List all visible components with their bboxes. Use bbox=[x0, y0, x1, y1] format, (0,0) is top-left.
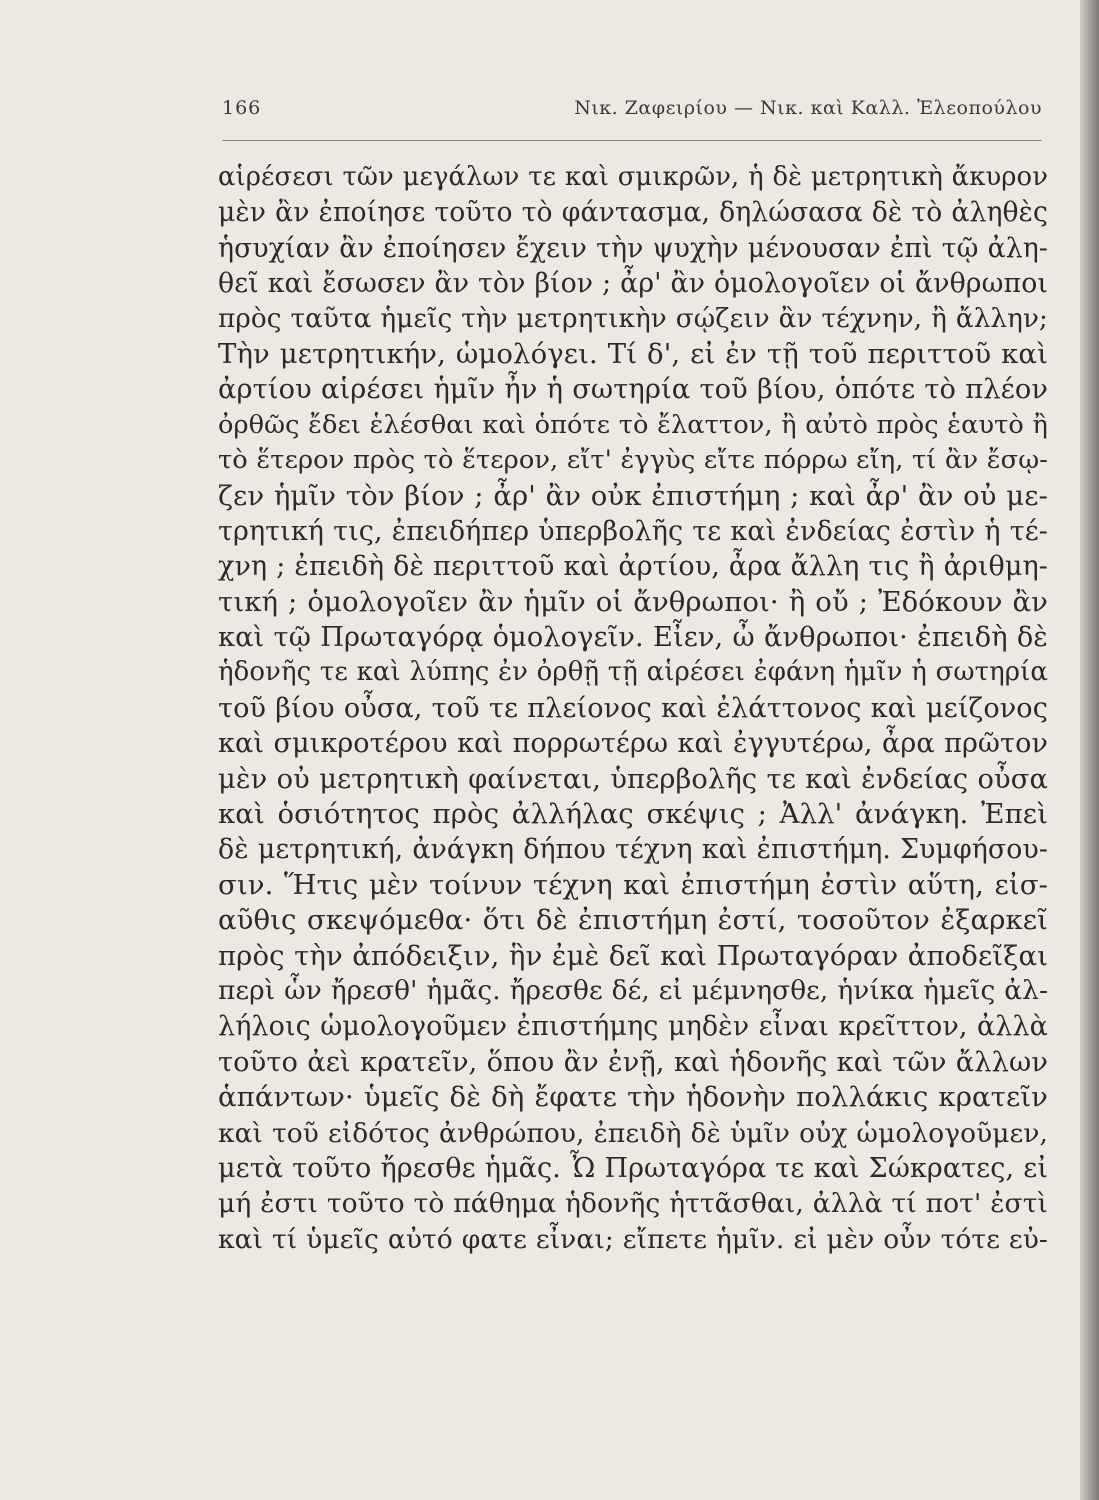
text-line: καὶ σμικροτέρου καὶ πορρωτέρω καὶ ἐγγυτέρω, ἆρα πρῶτον bbox=[218, 728, 1048, 760]
page-number: 166 bbox=[222, 97, 262, 119]
text-line: Τὴν μετρητικήν, ὡμολόγει. Τί δ', εἰ ἐν τῇ τοῦ περιττοῦ καὶ bbox=[218, 337, 1048, 370]
header-rule bbox=[222, 140, 1042, 141]
text-line: ἁπάντων· ὑμεῖς δὲ δὴ ἔφατε τὴν ἡδονὴν πολλάκις κρατεῖν bbox=[218, 1081, 1048, 1114]
text-line: τὸ ἕτερον πρὸς τὸ ἕτερον, εἴτ' ἐγγὺς εἴτε πόρρω εἴη, τί ἂν ἔσῳ- bbox=[218, 445, 1048, 476]
text-line: μὲν οὐ μετρητικὴ φαίνεται, ὑπερβολῆς τε καὶ ἐνδείας οὖσα bbox=[218, 763, 1048, 795]
text-line: καὶ τί ὑμεῖς αὐτό φατε εἶναι; εἴπετε ἡμῖν. εἰ μὲν οὖν τότε εὐ- bbox=[218, 1223, 1048, 1255]
text-line: μετὰ τοῦτο ἤρεσθε ἡμᾶς. Ὦ Πρωταγόρα τε καὶ Σώκρατες, εἰ bbox=[218, 1152, 1048, 1184]
text-line: μὲν ἂν ἐποίησε τοῦτο τὸ φάντασμα, δηλώσασα δὲ τὸ ἀληθὲς bbox=[218, 197, 1048, 229]
text-line: τοῦτο ἀεὶ κρατεῖν, ὅπου ἂν ἐνῇ, καὶ ἡδονῆς καὶ τῶν ἄλλων bbox=[218, 1046, 1048, 1078]
text-line: καὶ ὁσιότητος πρὸς ἀλλήλας σκέψις ; Ἀλλ' ἀνάγκη. Ἐπεὶ bbox=[218, 798, 1048, 831]
text-line: πρὸς ταῦτα ἡμεῖς τὴν μετρητικὴν σῴζειν ἂν τέχνην, ἢ ἄλλην; bbox=[218, 303, 1048, 334]
text-line: λήλοις ὡμολογοῦμεν ἐπιστήμης μηδὲν εἶναι κρεῖττον, ἀλλὰ bbox=[218, 1011, 1048, 1043]
text-line: ἡδονῆς τε καὶ λύπης ἐν ὀρθῇ τῇ αἱρέσει ἐφάνη ἡμῖν ἡ σωτηρία bbox=[218, 657, 1048, 688]
text-line: αῦθις σκεψόμεθα· ὅτι δὲ ἐπιστήμη ἐστί, τοσοῦτον ἐξαρκεῖ bbox=[218, 904, 1048, 937]
text-line: περὶ ὧν ἤρεσθ' ἡμᾶς. ἤρεσθε δέ, εἰ μέμνησθε, ἡνίκα ἡμεῖς ἀλ- bbox=[218, 975, 1048, 1006]
running-title: Νικ. Ζαφειρίου — Νικ. καὶ Καλλ. Ἐλεοπούλου bbox=[574, 97, 1042, 119]
text-line: ὀρθῶς ἔδει ἑλέσθαι καὶ ὁπότε τὸ ἔλαττον, ἢ αὐτὸ πρὸς ἑαυτὸ ἢ bbox=[218, 409, 1048, 440]
page-header bbox=[222, 93, 1042, 127]
text-line: πρὸς τὴν ἀπόδειξιν, ἣν ἐμὲ δεῖ καὶ Πρωταγόραν ἀποδεῖξαι bbox=[218, 939, 1048, 972]
text-line: θεῖ καὶ ἔσωσεν ἂν τὸν βίον ; ἆρ' ἂν ὁμολογοῖεν οἱ ἄνθρωποι bbox=[218, 268, 1048, 300]
text-line: ἡσυχίαν ἂν ἐποίησεν ἔχειν τὴν ψυχὴν μένουσαν ἐπὶ τῷ ἀλη- bbox=[218, 232, 1048, 264]
text-line: καὶ τοῦ εἰδότος ἀνθρώπου, ἐπειδὴ δὲ ὑμῖν οὐχ ὡμολογοῦμεν, bbox=[218, 1117, 1048, 1149]
text-line: μή ἐστι τοῦτο τὸ πάθημα ἡδονῆς ἡττᾶσθαι, ἀλλὰ τί ποτ' ἐστὶ bbox=[218, 1188, 1048, 1220]
text-line: σιν. Ἥτις μὲν τοίνυν τέχνη καὶ ἐπιστήμη ἐστὶν αὕτη, εἰσ- bbox=[218, 868, 1048, 901]
text-line: τρητική τις, ἐπειδήπερ ὑπερβολῆς τε καὶ ἐνδείας ἐστὶν ἡ τέ- bbox=[218, 515, 1048, 547]
text-line: αἱρέσεσι τῶν μεγάλων τε καὶ σμικρῶν, ἡ δὲ μετρητικὴ ἄκυρον bbox=[218, 162, 1048, 192]
text-line: τοῦ βίου οὖσα, τοῦ τε πλείονος καὶ ἐλάττονος καὶ μείζονος bbox=[218, 692, 1048, 724]
text-line: δὲ μετρητική, ἀνάγκη δήπου τέχνη καὶ ἐπιστήμη. Συμφήσου- bbox=[218, 834, 1048, 866]
text-line: ζεν ἡμῖν τὸν βίον ; ἆρ' ἂν οὐκ ἐπιστήμη ; καὶ ἆρ' ἂν οὐ με- bbox=[218, 479, 1048, 512]
text-line: ἀρτίου αἱρέσει ἡμῖν ἦν ἡ σωτηρία τοῦ βίου, ὁπότε τὸ πλέον bbox=[218, 374, 1048, 406]
text-line: καὶ τῷ Πρωταγόρᾳ ὁμολογεῖν. Εἶεν, ὦ ἄνθρωποι· ἐπειδὴ δὲ bbox=[218, 622, 1048, 654]
text-line: τική ; ὁμολογοῖεν ἂν ἡμῖν οἱ ἄνθρωποι· ἢ οὔ ; Ἐδόκουν ἂν bbox=[218, 585, 1048, 618]
text-line: χνη ; ἐπειδὴ δὲ περιττοῦ καὶ ἀρτίου, ἆρα ἄλλη τις ἢ ἀριθμη- bbox=[218, 551, 1048, 583]
body-text bbox=[218, 160, 1048, 1257]
page-edge-shadow bbox=[1080, 0, 1099, 1500]
